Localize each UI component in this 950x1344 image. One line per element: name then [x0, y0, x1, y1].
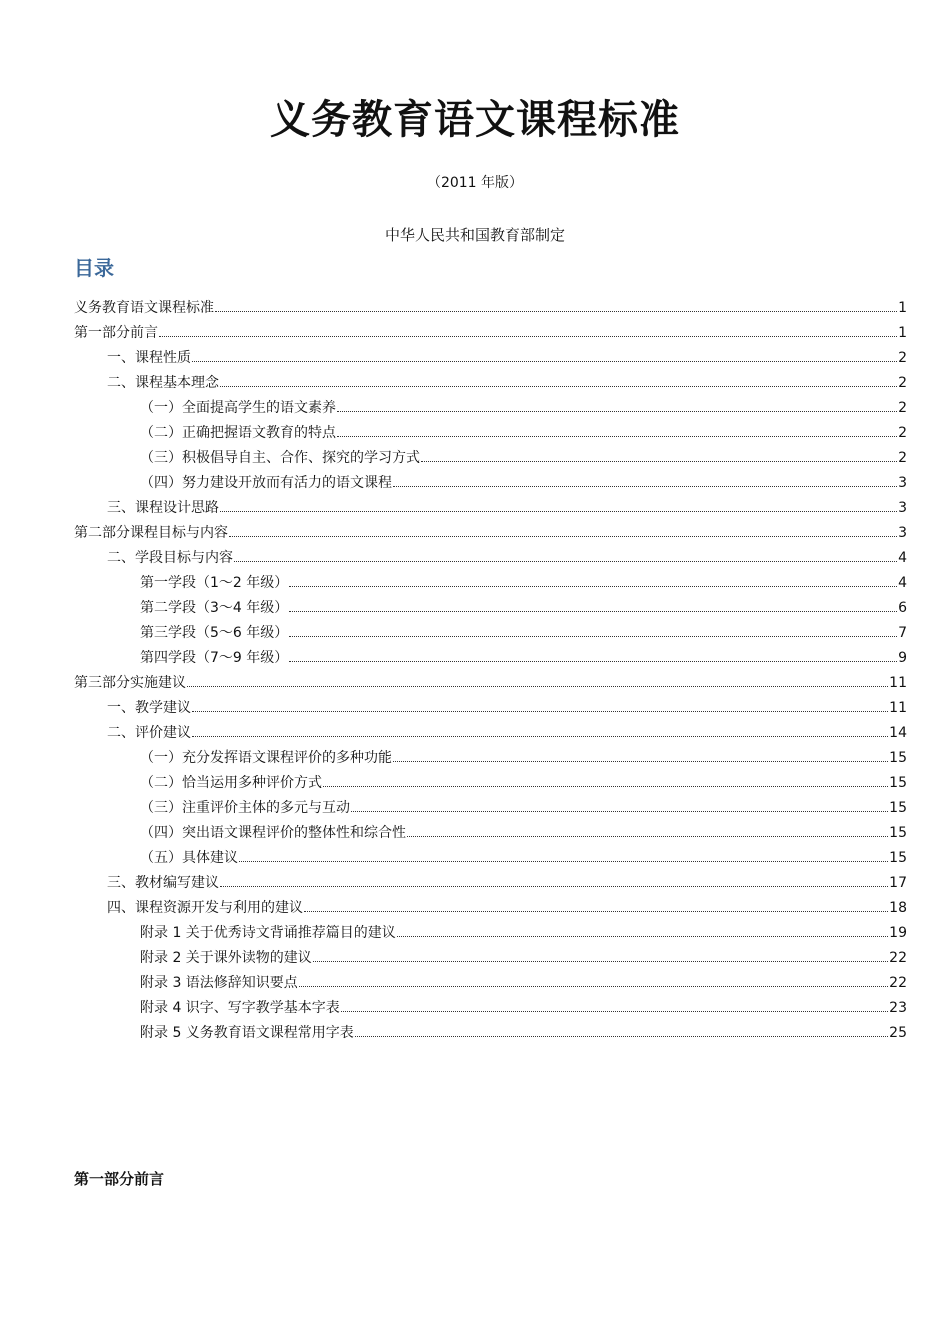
toc-entry[interactable] [74, 321, 907, 346]
toc-entry[interactable] [74, 296, 907, 321]
toc-dot-leader [220, 885, 888, 887]
toc-dot-leader [215, 310, 897, 312]
toc-entry[interactable] [74, 396, 907, 421]
toc-entry-title: （二）恰当运用多种评价方式 [140, 775, 322, 791]
toc-entry-title: 附录 2 关于课外读物的建议 [140, 950, 312, 966]
toc-entry-page: 3 [898, 525, 907, 541]
toc-dot-leader [337, 435, 897, 437]
toc-entry-page: 15 [889, 825, 907, 841]
toc-dot-leader [407, 835, 888, 837]
toc-entry-title: 第四学段（7～9 年级） [140, 650, 289, 666]
toc-entry[interactable] [74, 721, 907, 746]
toc-entry-title: 附录 5 义务教育语文课程常用字表 [140, 1025, 354, 1041]
toc-dot-leader [187, 685, 888, 687]
toc-entry-page: 11 [889, 675, 907, 691]
issuer-line: 中华人民共和国教育部制定 [384, 226, 565, 244]
toc-dot-leader [351, 810, 888, 812]
toc-entry-title: （三）注重评价主体的多元与互动 [140, 800, 350, 816]
toc-dot-leader [393, 485, 897, 487]
toc-entry[interactable] [74, 371, 907, 396]
toc-dot-leader [355, 1035, 888, 1037]
toc-dot-leader [304, 910, 888, 912]
toc-dot-leader [341, 1010, 888, 1012]
toc-entry[interactable] [74, 1021, 907, 1046]
toc-dot-leader [159, 335, 897, 337]
toc-dot-leader [220, 385, 897, 387]
toc-entry-page: 2 [898, 350, 907, 366]
toc-entry[interactable] [74, 921, 907, 946]
toc-entry[interactable] [74, 346, 907, 371]
table-of-contents [74, 296, 907, 1046]
toc-entry-title: 一、课程性质 [107, 350, 191, 366]
document-title: 义务教育语文课程标准 [270, 97, 680, 143]
toc-entry-page: 15 [889, 800, 907, 816]
toc-entry-title: （四）努力建设开放而有活力的语文课程 [140, 475, 392, 491]
toc-entry-title: （五）具体建议 [140, 850, 238, 866]
toc-entry[interactable] [74, 671, 907, 696]
toc-entry[interactable] [74, 996, 907, 1021]
toc-entry[interactable] [74, 896, 907, 921]
toc-entry-page: 15 [889, 775, 907, 791]
toc-entry-title: 三、课程设计思路 [107, 500, 219, 516]
toc-dot-leader [192, 360, 897, 362]
toc-dot-leader [239, 860, 888, 862]
toc-entry[interactable] [74, 946, 907, 971]
edition-note: （2011 年版） [426, 175, 524, 191]
toc-entry[interactable] [74, 571, 907, 596]
toc-entry-page: 3 [898, 500, 907, 516]
toc-entry[interactable] [74, 621, 907, 646]
toc-entry-title: 二、评价建议 [107, 725, 191, 741]
toc-entry[interactable] [74, 496, 907, 521]
toc-entry-page: 1 [898, 300, 907, 316]
toc-entry-page: 2 [898, 375, 907, 391]
toc-dot-leader [289, 635, 897, 637]
toc-entry[interactable] [74, 771, 907, 796]
toc-entry-title: 四、课程资源开发与利用的建议 [107, 900, 303, 916]
section-heading: 第一部分前言 [74, 1170, 165, 1188]
toc-entry-page: 2 [898, 425, 907, 441]
toc-entry-page: 14 [889, 725, 907, 741]
toc-entry-title: 二、学段目标与内容 [107, 550, 233, 566]
toc-entry[interactable] [74, 596, 907, 621]
toc-entry-page: 22 [889, 975, 907, 991]
toc-dot-leader [397, 935, 888, 937]
toc-entry[interactable] [74, 521, 907, 546]
toc-entry-title: 附录 3 语法修辞知识要点 [140, 975, 298, 991]
toc-dot-leader [220, 510, 897, 512]
toc-entry-title: 第三学段（5～6 年级） [140, 625, 289, 641]
toc-entry-page: 4 [898, 575, 907, 591]
toc-entry-title: 第一学段（1～2 年级） [140, 575, 289, 591]
toc-dot-leader [323, 785, 888, 787]
toc-entry-title: 第二学段（3～4 年级） [140, 600, 289, 616]
toc-entry-title: 一、教学建议 [107, 700, 191, 716]
toc-entry-page: 2 [898, 400, 907, 416]
toc-entry[interactable] [74, 871, 907, 896]
toc-dot-leader [289, 660, 897, 662]
toc-entry-page: 4 [898, 550, 907, 566]
toc-heading: 目录 [74, 256, 114, 280]
toc-entry-page: 6 [898, 600, 907, 616]
toc-entry-page: 19 [889, 925, 907, 941]
toc-entry[interactable] [74, 696, 907, 721]
toc-entry-title: （二）正确把握语文教育的特点 [140, 425, 336, 441]
toc-entry[interactable] [74, 971, 907, 996]
toc-entry-page: 7 [898, 625, 907, 641]
toc-entry[interactable] [74, 746, 907, 771]
toc-dot-leader [299, 985, 888, 987]
toc-dot-leader [337, 410, 897, 412]
toc-entry-page: 18 [889, 900, 907, 916]
toc-dot-leader [229, 535, 897, 537]
toc-entry-title: （一）全面提高学生的语文素养 [140, 400, 336, 416]
toc-entry-title: 第三部分实施建议 [74, 675, 186, 691]
toc-dot-leader [289, 610, 897, 612]
toc-dot-leader [192, 735, 888, 737]
toc-entry-title: （三）积极倡导自主、合作、探究的学习方式 [140, 450, 420, 466]
toc-entry[interactable] [74, 421, 907, 446]
toc-dot-leader [192, 710, 888, 712]
toc-dot-leader [289, 585, 897, 587]
toc-entry[interactable] [74, 446, 907, 471]
toc-entry-page: 17 [889, 875, 907, 891]
toc-entry-page: 15 [889, 750, 907, 766]
toc-entry-title: 义务教育语文课程标准 [74, 300, 214, 316]
toc-entry-page: 11 [889, 700, 907, 716]
toc-dot-leader [393, 760, 888, 762]
toc-entry-title: 附录 4 识字、写字教学基本字表 [140, 1000, 340, 1016]
toc-entry[interactable] [74, 646, 907, 671]
toc-entry-page: 3 [898, 475, 907, 491]
toc-entry[interactable] [74, 471, 907, 496]
toc-entry-title: （一）充分发挥语文课程评价的多种功能 [140, 750, 392, 766]
toc-entry[interactable] [74, 796, 907, 821]
toc-entry-title: 第二部分课程目标与内容 [74, 525, 228, 541]
toc-entry-page: 9 [898, 650, 907, 666]
toc-entry[interactable] [74, 546, 907, 571]
toc-entry-title: 第一部分前言 [74, 325, 158, 341]
toc-entry-title: 附录 1 关于优秀诗文背诵推荐篇目的建议 [140, 925, 396, 941]
toc-entry-page: 23 [889, 1000, 907, 1016]
toc-entry-page: 1 [898, 325, 907, 341]
toc-dot-leader [313, 960, 888, 962]
toc-entry-page: 2 [898, 450, 907, 466]
toc-dot-leader [421, 460, 897, 462]
toc-entry-page: 25 [889, 1025, 907, 1041]
toc-entry-title: （四）突出语文课程评价的整体性和综合性 [140, 825, 406, 841]
toc-entry-page: 22 [889, 950, 907, 966]
toc-entry-title: 二、课程基本理念 [107, 375, 219, 391]
toc-entry-page: 15 [889, 850, 907, 866]
toc-entry-title: 三、教材编写建议 [107, 875, 219, 891]
toc-entry[interactable] [74, 846, 907, 871]
toc-dot-leader [234, 560, 897, 562]
toc-entry[interactable] [74, 821, 907, 846]
